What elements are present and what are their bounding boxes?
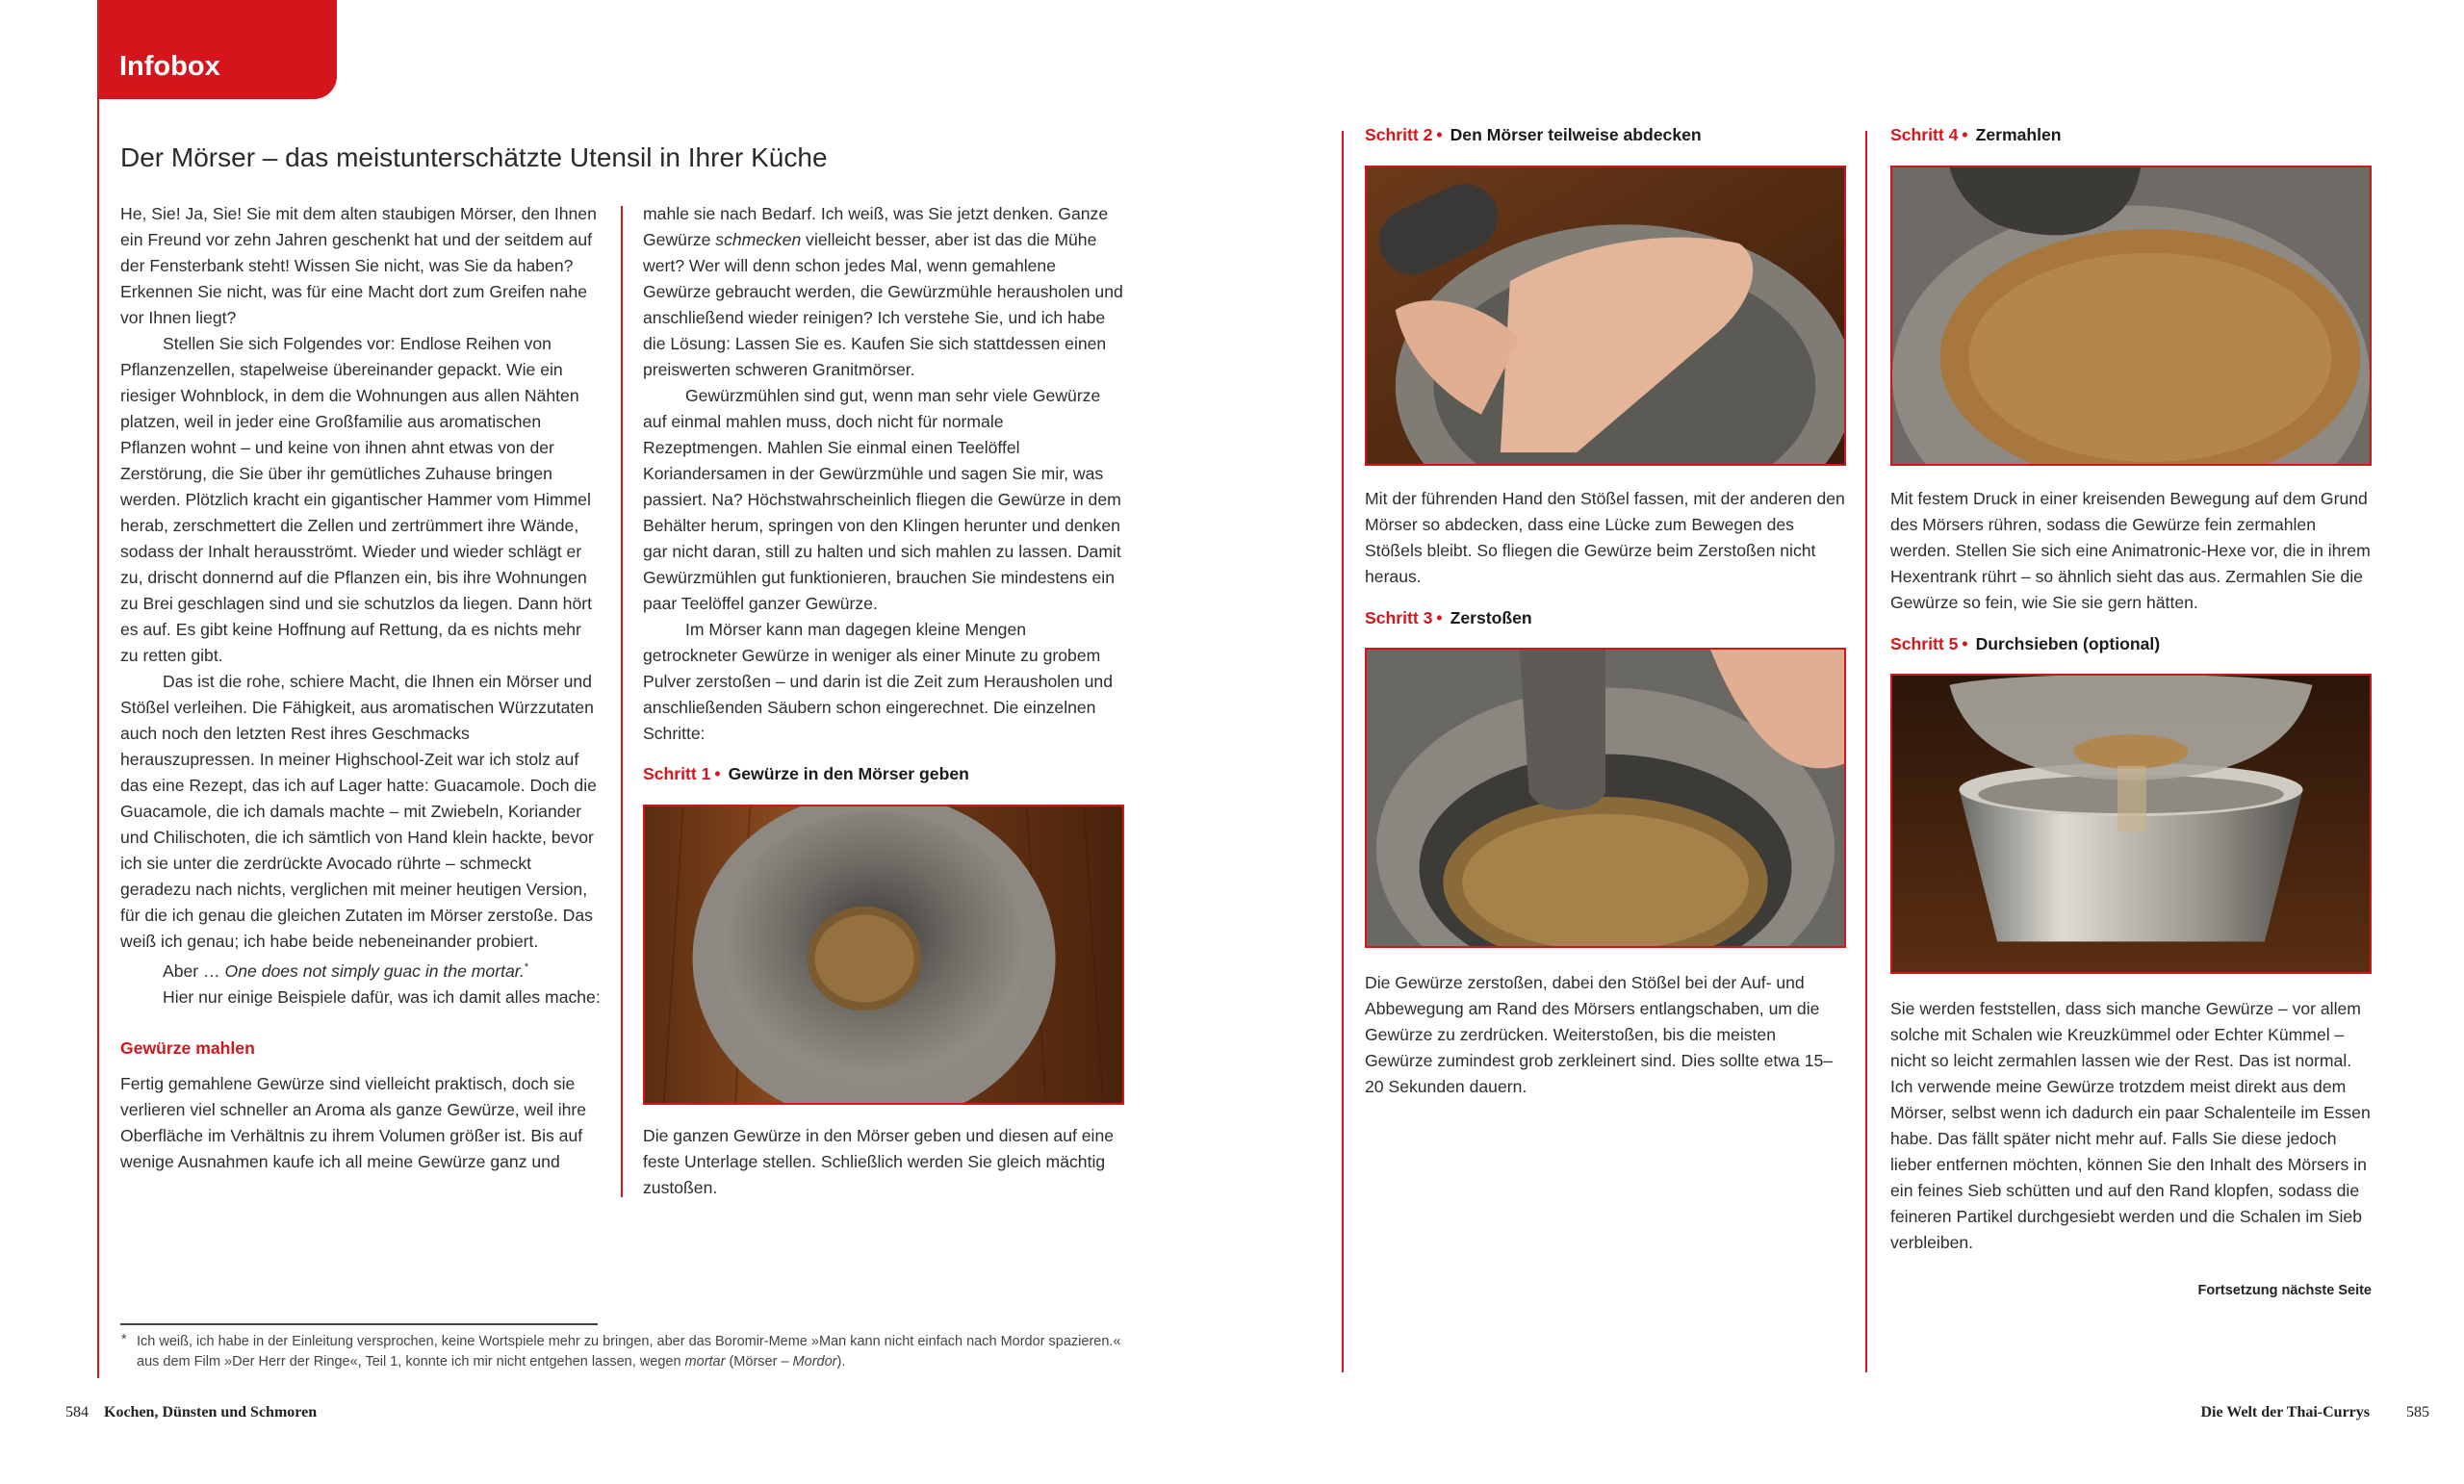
paragraph: Das ist die rohe, schiere Macht, die Ihnen ein Mörser und Stößel verleihen. Die Fähigkeit, aus aromatischen Würzzutaten auch noch den letzten Rest ihres Geschmacks herauszupressen. In meiner Highschool-Zeit war ich stolz auf das eine Rezept, das ich auf Lager hatte: Guacamole. Doch die Guacamole, die ich damals machte – mit Zwiebeln, Koriander und Chilischoten, die ich sämtlich von Hand klein hackte, bevor ich sie unter die zerdrückte Avocado rührte – schmeckt geradezu nach nichts, verglichen mit meiner heutigen Version, für die ich genau die gleichen Zutaten im Mörser zerstoße. Das weiß ich genau; ich habe beide nebeneinander probiert. [120, 672, 597, 951]
italic-text: One does not simply guac in the mortar. [224, 960, 525, 981]
paragraph: Im Mörser kann man dagegen kleine Mengen getrockneter Gewürze in weniger als einer Minute zu grobem Pulver zerstoßen – und darin ist die Zeit zum Herausholen und anschließenden Säubern schon eingerechnet. Die einzelnen Schritte: [643, 620, 1113, 743]
italic-text: Mordor [792, 1354, 837, 1369]
step-title: Zermahlen [1975, 125, 2062, 144]
step-1-photo [643, 805, 1124, 1105]
step-5-text: Sie werden feststellen, dass sich manche Gewürze – vor allem solche mit Schalen wie Kreuzkümmel oder Echter Kümmel – nicht so leicht zermahlen lassen wie der Rest. Das ist normal. Ich verwende meine Gewürze trotzdem meist direkt aus dem Mörser, selbst wenn ich dadurch ein paar Schalenteile im Essen habe. Das fällt später nicht mehr auf. Falls Sie diese jedoch lieber entfernen möchten, können Sie den Inhalt des Mörsers in ein feines Sieb schütten und auf den Rand klopfen, sodass die feineren Partikel durchgesiebt werden und die Schalen im Sieb verbleiben. [1890, 999, 2371, 1252]
text-run: mahle sie nach Bedarf. Ich weiß, was Sie jetzt denken. Ganze Gewürze [643, 204, 1109, 249]
step-number: Schritt 2 [1365, 125, 1433, 144]
step-1-heading [643, 764, 969, 784]
italic-text: schmecken [715, 230, 802, 249]
text-run: (Mörser – [725, 1354, 793, 1369]
page-number: 585 [2406, 1404, 2429, 1420]
step-title: Durchsieben (optional) [1975, 634, 2161, 653]
step-title: Den Mörser teilweise abdecken [1450, 125, 1702, 144]
infobox-border [97, 0, 99, 1378]
paragraph [120, 955, 602, 985]
step-4-heading [1890, 125, 2062, 145]
text-column-2 [643, 201, 1124, 747]
running-head: Kochen, Dünsten und Schmoren [104, 1404, 318, 1420]
step-2-heading [1365, 125, 1702, 145]
page-title: Der Mörser – das meistunterschätzte Utensil in Ihrer Küche [120, 142, 828, 172]
page-divider [1342, 131, 1344, 1372]
step-title: Zerstoßen [1450, 608, 1532, 627]
continuation-note: Fortsetzung nächste Seite [2197, 1283, 2372, 1298]
bullet: • [714, 764, 721, 783]
step-title: Gewürze in den Mörser geben [728, 764, 969, 783]
step-4-text: Mit festem Druck in einer kreisenden Bewegung auf dem Grund des Mörsers rühren, sodass die Gewürze fein zermahlen werden. Stellen Sie sich eine Animatronic-Hexe vor, die in ihrem Hexentrank rührt – so ähnlich sieht das aus. Zermahlen Sie die Gewürze so fein, wie Sie sie gern hätten. [1890, 489, 2371, 612]
step-4-photo [1890, 166, 2372, 466]
paragraph: Stellen Sie sich Folgendes vor: Endlose Reihen von Pflanzenzellen, stapelweise übereinander gepackt. Wie ein riesiger Wohnblock, in dem die Wohnungen aus allen Nähten platzen, weil in jeder eine Großfamilie aus aromatischen Pflanzen wohnt – und keine von ihnen ahnt etwas von der Zerstörung, die Sie über ihr gemütliches Zuhause bringen werden. Plötzlich kracht ein gigantischer Hammer vom Himmel herab, zerschmettert die Zellen und zertrümmert ihre Wände, sodass der Inhalt herausströmt. Wieder und wieder schlägt er zu, drischt donnernd auf die Pflanzen ein, bis ihre Wohnungen zu Brei geschlagen sind und sie schutzlos da liegen. Dann hört es auf. Es gibt keine Hoffnung auf Rettung, da es nichts mehr zu retten gibt. [120, 334, 592, 665]
step-number: Schritt 1 [643, 764, 711, 783]
paragraph [643, 201, 1124, 383]
bullet: • [1436, 125, 1443, 144]
step-3-photo [1365, 648, 1846, 948]
footnote-marker: * [121, 1332, 127, 1347]
step-3-text: Die Gewürze zerstoßen, dabei den Stößel bei der Auf- und Abbewegung am Rand des Mörsers entlangschaben, um die Gewürze zu zerdrücken. Weiterstoßen, bis die meisten Gewürze zumindest grob zerkleinert sind. Dies sollte etwa 15–20 Sekunden dauern. [1365, 973, 1834, 1096]
paragraph: He, Sie! Ja, Sie! Sie mit dem alten staubigen Mörser, den Ihnen ein Freund vor zehn Jahren geschenkt hat und der seitdem auf der Fensterbank steht! Wissen Sie nicht, was Sie da haben? Erkennen Sie nicht, was für eine Macht dort zum Greifen nahe vor Ihnen liegt? [120, 204, 597, 327]
step-3-heading [1365, 608, 1532, 628]
step-1-text: Die ganzen Gewürze in den Mörser geben und diesen auf eine feste Unterlage stellen. Schließlich werden Sie gleich mächtig zustoßen. [643, 1126, 1115, 1197]
step-5-heading [1890, 634, 2160, 654]
column-divider [1865, 131, 1867, 1372]
step-number: Schritt 3 [1365, 608, 1433, 627]
text-column-1 [120, 201, 602, 1175]
column-divider [621, 206, 623, 1197]
step-2-photo [1365, 166, 1846, 466]
subheading: Gewürze mahlen [120, 1037, 255, 1058]
step-number: Schritt 4 [1890, 125, 1959, 144]
bullet: • [1962, 125, 1968, 144]
step-number: Schritt 5 [1890, 634, 1959, 653]
bullet: • [1962, 634, 1968, 653]
folio-left [65, 1404, 317, 1421]
step-5-photo [1890, 674, 2372, 974]
infobox-tab [98, 0, 337, 99]
footnote-rule [120, 1323, 598, 1325]
paragraph: Gewürzmühlen sind gut, wenn man sehr viele Gewürze auf einmal mahlen muss, doch nicht für normale Rezeptmengen. Mahlen Sie einmal einen Teelöffel Koriandersamen in der Gewürzmühle und sagen Sie mir, was passiert. Na? Höchstwahrscheinlich fliegen die Gewürze in dem Behälter herum, springen von den Klingen herunter und denken gar nicht daran, still zu halten und sich mahlen zu lassen. Damit Gewürzmühlen gut funktionieren, brauchen Sie mindestens ein paar Teelöffel ganzer Gewürze. [643, 386, 1121, 613]
footnote [121, 1332, 1138, 1372]
step-2-text: Mit der führenden Hand den Stößel fassen, mit der anderen den Mörser so abdecken, dass eine Lücke zum Bewegen des Stößels bleibt. So fliegen die Gewürze beim Zerstoßen nicht heraus. [1365, 489, 1845, 586]
paragraph: Fertig gemahlene Gewürze sind vielleicht praktisch, doch sie verlieren viel schneller an Aroma als ganze Gewürze, weil ihre Oberfläche im Verhältnis zu ihrem Volumen größer ist. Bis auf wenige Ausnahmen kaufe ich all meine Gewürze ganz und [120, 1073, 587, 1171]
text-run: ). [836, 1354, 846, 1369]
bullet: • [1436, 608, 1443, 627]
infobox-label: Infobox [119, 51, 220, 82]
text-run: Aber … [163, 960, 225, 981]
running-head: Die Welt der Thai-Currys [2200, 1404, 2370, 1420]
page-number: 584 [65, 1404, 89, 1420]
footnote-ref: * [524, 961, 529, 973]
paragraph: Hier nur einige Beispiele dafür, was ich damit alles mache: [163, 986, 601, 1007]
italic-text: mortar [684, 1354, 726, 1369]
folio-right [2200, 1404, 2429, 1421]
text-run: Ich weiß, ich habe in der Einleitung versprochen, keine Wortspiele mehr zu bringen, aber das Boromir-Meme »Man kann nicht einfach nach Mordor spazieren.« aus dem Film »Der Herr der Ringe«, Teil 1, konnte ich mir nicht entgehen lassen, wegen [137, 1334, 1121, 1369]
text-run: vielleicht besser, aber ist das die Mühe wert? Wer will denn schon jedes Mal, wenn gemahlene Gewürze gebraucht werden, die Gewürzmühle herausholen und anschließend wieder reinigen? Ich verstehe Sie, und ich habe die Lösung: Lassen Sie es. Kaufen Sie sich stattdessen einen preiswerten schweren Granitmörser. [643, 230, 1123, 379]
